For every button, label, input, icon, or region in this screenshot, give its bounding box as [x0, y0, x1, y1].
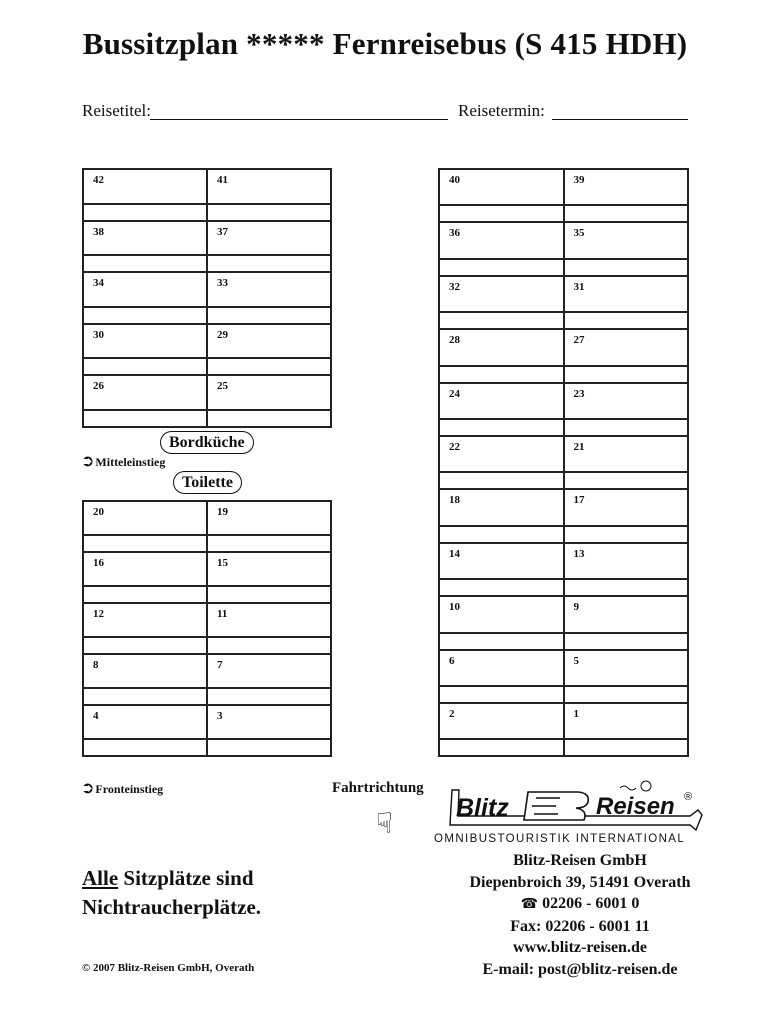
company-name: Blitz-Reisen GmbH — [513, 852, 647, 869]
seat-27[interactable]: 27 — [564, 329, 689, 365]
seat-16[interactable]: 16 — [83, 552, 207, 586]
seat-41[interactable]: 41 — [207, 169, 331, 204]
svg-text:®: ® — [684, 791, 693, 803]
seat-12[interactable]: 12 — [83, 603, 207, 637]
non-smoking-notice: Alle Sitzplätze sind Nichtraucherplätze. — [82, 866, 262, 919]
seat-36-name-field[interactable] — [439, 259, 564, 276]
seat-16-name-field[interactable] — [83, 586, 207, 603]
seat-15-name-field[interactable] — [207, 586, 331, 603]
company-street: Diepenbroich 39, 51491 Overath — [469, 873, 691, 891]
page-title: Bussitzplan ***** Fernreisebus (S 415 HDH) — [82, 26, 688, 61]
seat-29-name-field[interactable] — [207, 358, 331, 375]
seat-40[interactable]: 40 — [439, 169, 564, 205]
seat-30[interactable]: 30 — [83, 324, 207, 359]
seat-26-name-field[interactable] — [83, 410, 207, 427]
seat-8[interactable]: 8 — [83, 654, 207, 688]
seat-12-name-field[interactable] — [83, 637, 207, 654]
seat-28[interactable]: 28 — [439, 329, 564, 365]
seat-22[interactable]: 22 — [439, 436, 564, 472]
seat-block-right — [438, 168, 689, 757]
seat-17-name-field[interactable] — [564, 526, 689, 543]
seat-10[interactable]: 10 — [439, 596, 564, 632]
seat-4[interactable]: 4 — [83, 705, 207, 739]
seat-42-name-field[interactable] — [83, 204, 207, 221]
seat-13[interactable]: 13 — [564, 543, 689, 579]
fronteinstieg-label: ➲Fronteinstieg — [81, 778, 164, 797]
copyright: © 2007 Blitz-Reisen GmbH, Overath — [82, 962, 255, 974]
seat-17[interactable]: 17 — [564, 489, 689, 525]
company-email[interactable]: E-mail: post@blitz-reisen.de — [482, 960, 678, 978]
seat-3[interactable]: 3 — [207, 705, 331, 739]
seat-20[interactable]: 20 — [83, 501, 207, 535]
seat-14[interactable]: 14 — [439, 543, 564, 579]
toilette-label: Toilette — [173, 471, 242, 494]
seat-42[interactable]: 42 — [83, 169, 207, 204]
seat-38-name-field[interactable] — [83, 255, 207, 272]
seat-2[interactable]: 2 — [439, 703, 564, 739]
circled-arrow-icon: ➲ — [81, 778, 95, 797]
seat-19-name-field[interactable] — [207, 535, 331, 552]
seat-40-name-field[interactable] — [439, 205, 564, 222]
seat-39-name-field[interactable] — [564, 205, 689, 222]
seat-28-name-field[interactable] — [439, 366, 564, 383]
seat-6[interactable]: 6 — [439, 650, 564, 686]
seat-33-name-field[interactable] — [207, 307, 331, 324]
seat-11-name-field[interactable] — [207, 637, 331, 654]
seat-35-name-field[interactable] — [564, 259, 689, 276]
reisetitel-label: Reisetitel: — [82, 101, 151, 120]
seat-27-name-field[interactable] — [564, 366, 689, 383]
seat-41-name-field[interactable] — [207, 204, 331, 221]
seat-37-name-field[interactable] — [207, 255, 331, 272]
circled-arrow-icon: ➲ — [81, 451, 95, 470]
seat-23[interactable]: 23 — [564, 383, 689, 419]
bordkueche-label: Bordküche — [160, 431, 254, 454]
seat-23-name-field[interactable] — [564, 419, 689, 436]
seat-block-left-front — [82, 500, 332, 757]
seat-10-name-field[interactable] — [439, 633, 564, 650]
seat-1[interactable]: 1 — [564, 703, 689, 739]
seat-36[interactable]: 36 — [439, 222, 564, 258]
seat-9[interactable]: 9 — [564, 596, 689, 632]
company-website[interactable]: www.blitz-reisen.de — [513, 939, 647, 956]
seat-6-name-field[interactable] — [439, 686, 564, 703]
seat-5-name-field[interactable] — [564, 686, 689, 703]
seat-7-name-field[interactable] — [207, 688, 331, 705]
seat-21-name-field[interactable] — [564, 472, 689, 489]
seat-31-name-field[interactable] — [564, 312, 689, 329]
seat-24[interactable]: 24 — [439, 383, 564, 419]
seat-34-name-field[interactable] — [83, 307, 207, 324]
blitz-reisen-logo — [428, 780, 708, 850]
telephone-icon: ☎ — [520, 896, 539, 912]
svg-text:OMNIBUSTOURISTIK INTERNATIONAL: OMNIBUSTOURISTIK INTERNATIONAL — [434, 833, 686, 845]
seat-5[interactable]: 5 — [564, 650, 689, 686]
pointing-hand-icon: ☞ — [368, 809, 402, 836]
seat-18-name-field[interactable] — [439, 526, 564, 543]
seat-37[interactable]: 37 — [207, 221, 331, 256]
reisetermin-field[interactable] — [552, 119, 688, 120]
seat-8-name-field[interactable] — [83, 688, 207, 705]
reisetermin-label: Reisetermin: — [458, 101, 545, 120]
seat-26[interactable]: 26 — [83, 375, 207, 410]
company-fax: Fax: 02206 - 6001 11 — [510, 917, 650, 935]
seat-22-name-field[interactable] — [439, 472, 564, 489]
seat-35[interactable]: 35 — [564, 222, 689, 258]
seat-30-name-field[interactable] — [83, 358, 207, 375]
seat-39[interactable]: 39 — [564, 169, 689, 205]
seat-11[interactable]: 11 — [207, 603, 331, 637]
seat-32-name-field[interactable] — [439, 312, 564, 329]
seat-19[interactable]: 19 — [207, 501, 331, 535]
seat-20-name-field[interactable] — [83, 535, 207, 552]
seat-block-left-rear — [82, 168, 332, 428]
seat-3-name-field[interactable] — [207, 739, 331, 756]
seat-13-name-field[interactable] — [564, 579, 689, 596]
seat-18[interactable]: 18 — [439, 489, 564, 525]
seat-34[interactable]: 34 — [83, 272, 207, 307]
fahrtrichtung-label: Fahrtrichtung — [332, 780, 424, 796]
reisetitel-field[interactable] — [150, 119, 448, 120]
seat-7[interactable]: 7 — [207, 654, 331, 688]
seat-21[interactable]: 21 — [564, 436, 689, 472]
seat-32[interactable]: 32 — [439, 276, 564, 312]
mitteleinstieg-label: ➲Mitteleinstieg — [81, 451, 166, 470]
seat-25[interactable]: 25 — [207, 375, 331, 410]
svg-text:Blitz: Blitz — [456, 794, 509, 822]
seat-15[interactable]: 15 — [207, 552, 331, 586]
seat-29[interactable]: 29 — [207, 324, 331, 359]
seat-33[interactable]: 33 — [207, 272, 331, 307]
svg-text:Reisen: Reisen — [596, 793, 675, 820]
seat-2-name-field[interactable] — [439, 739, 564, 756]
seat-4-name-field[interactable] — [83, 739, 207, 756]
company-address — [430, 850, 730, 980]
seat-31[interactable]: 31 — [564, 276, 689, 312]
seat-24-name-field[interactable] — [439, 419, 564, 436]
seat-14-name-field[interactable] — [439, 579, 564, 596]
seat-25-name-field[interactable] — [207, 410, 331, 427]
seat-1-name-field[interactable] — [564, 739, 689, 756]
seat-38[interactable]: 38 — [83, 221, 207, 256]
company-phone: ☎ 02206 - 6001 0 — [520, 895, 640, 912]
seat-9-name-field[interactable] — [564, 633, 689, 650]
